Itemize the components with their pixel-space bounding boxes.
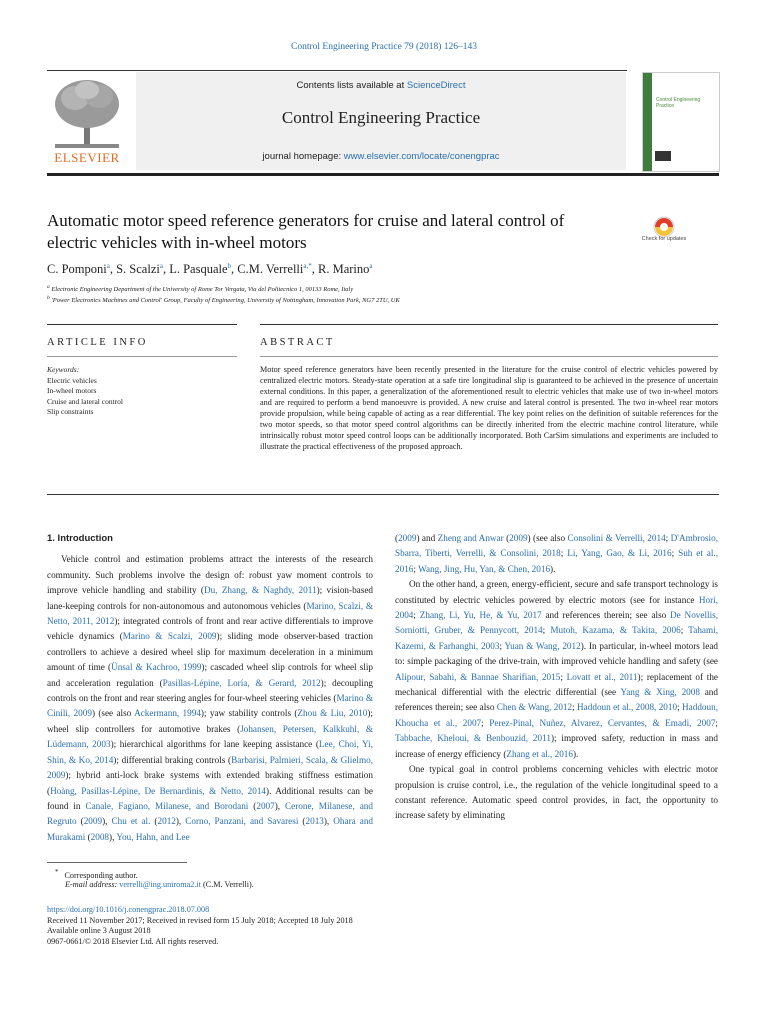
body-text: ; bbox=[715, 717, 718, 728]
intro-paragraph-2 bbox=[395, 577, 718, 762]
body-text: ); yaw stability controls ( bbox=[200, 708, 298, 719]
author-list: C. Pomponi$^a$, S. Scalzi$^a$, L. Pasquale$^b$, C.M. Verrelli$^{a,*}$, R. Marino$^a$ bbox=[47, 262, 373, 277]
contents-line bbox=[136, 80, 626, 91]
citation-link[interactable]: 2013 bbox=[305, 816, 324, 827]
publisher-wordmark: ELSEVIER bbox=[54, 150, 120, 165]
section-heading-introduction: 1. Introduction bbox=[47, 533, 113, 544]
affiliation-text: 'Power Electronics Machines and Control' Group, Faculty of Engineering, University of Nottingham, Innovation Park, NG7 2TU, UK bbox=[51, 297, 400, 305]
body-text: ); decoupling controls on the front and rear steering angles for four-wheel steering vehicles ( bbox=[47, 677, 374, 704]
body-text: ), bbox=[274, 800, 286, 811]
body-text: ); hierarchical algorithms for lane keeping assistance ( bbox=[110, 739, 319, 750]
citation-link[interactable]: Zheng and Anwar bbox=[437, 533, 504, 543]
body-text: ), bbox=[102, 816, 112, 827]
body-text: ); hybrid anti-lock brake systems with extended braking stiffness estimation ( bbox=[47, 770, 373, 796]
author-name[interactable]: C.M. Verrelli bbox=[237, 262, 304, 277]
body-text: ); differential braking controls ( bbox=[113, 754, 232, 765]
author-affiliation-mark[interactable]: a bbox=[159, 262, 163, 270]
citation-link[interactable]: Ackermann, 1994 bbox=[134, 708, 201, 719]
author-name[interactable]: C. Pomponi bbox=[47, 262, 107, 277]
body-text: ), bbox=[323, 816, 334, 827]
citation-link[interactable]: Consolini & Verrelli, 2014 bbox=[567, 533, 666, 543]
journal-reference[interactable]: Control Engineering Practice 79 (2018) 126–143 bbox=[290, 42, 477, 52]
body-text: ; bbox=[481, 717, 490, 728]
paper-title: Automatic motor speed reference generators for cruise and lateral control of electric vehicles with in-wheel motors bbox=[47, 211, 565, 252]
elsevier-logo bbox=[47, 72, 127, 168]
left-column bbox=[47, 531, 373, 845]
body-text: ) and bbox=[416, 533, 438, 543]
body-text: ); sliding mode observer-based traction controllers to achieve a desired wheel slip for maximum deceleration in a minimum amount of time ( bbox=[47, 631, 373, 673]
citation-link[interactable]: 2008 bbox=[90, 831, 110, 842]
affiliation-mark: a bbox=[47, 284, 50, 290]
cover-badge bbox=[655, 151, 671, 161]
homepage-line bbox=[136, 151, 626, 162]
author-affiliation-mark[interactable]: a bbox=[106, 262, 110, 270]
citation-link[interactable]: Haddoun, Khoucha et al., 2007 bbox=[395, 702, 718, 728]
citation-link[interactable]: Du, Zhang, & Naghdy, 2011 bbox=[203, 585, 317, 596]
body-text: ( bbox=[248, 800, 257, 811]
email-note bbox=[65, 880, 254, 891]
footnote-rule bbox=[47, 862, 187, 863]
body-text: One typical goal in control problems concerning vehicles with electric motor propulsion is cruise control, i.e., the regulation of the vehicle longitudinal speed to a constant reference. Automatic speed control provides, in fact, the opportunity to increase safety by eliminating bbox=[395, 764, 718, 821]
citation-link[interactable]: Lovatt et al., 2011 bbox=[566, 671, 638, 682]
cover-title: Control Engineering Practice bbox=[656, 97, 701, 109]
citation-link[interactable]: Barbarisi, Palmieri, Scala, & Glielmo, 2009 bbox=[47, 754, 373, 781]
citation-link[interactable]: Lee, Choi, Yi, Shin, & Ko, 2014 bbox=[47, 739, 373, 765]
citation-link[interactable]: Ohara and Murakami bbox=[47, 816, 374, 842]
author-affiliation-mark[interactable]: a,* bbox=[303, 262, 312, 270]
publication-info bbox=[47, 905, 353, 947]
citation-link[interactable]: 2009 bbox=[398, 533, 417, 543]
body-text: ); replacement of the mechanical differential with the electric differential (see bbox=[395, 671, 718, 698]
citation-link[interactable]: Chu et al. bbox=[111, 816, 151, 827]
citation-link[interactable]: Alipour, Sabahi, & Bannae Sharifian, 2015 bbox=[395, 671, 561, 682]
intro-paragraph-1 bbox=[47, 552, 373, 845]
header-top-rule bbox=[47, 70, 627, 71]
contents-prefix: Contents lists available at bbox=[296, 80, 407, 91]
body-text: ; bbox=[665, 533, 671, 543]
body-text: ( bbox=[298, 816, 306, 827]
keyword[interactable]: Electric vehicles bbox=[47, 375, 97, 385]
citation-link[interactable]: Marino & Cinili, 2009 bbox=[47, 693, 373, 719]
affiliation bbox=[47, 284, 353, 293]
author-name[interactable]: S. Scalzi bbox=[116, 262, 160, 277]
body-text: ) (see also bbox=[527, 533, 568, 543]
body-text: ; bbox=[499, 640, 505, 651]
check-for-updates-badge[interactable] bbox=[646, 215, 682, 251]
body-text: ; bbox=[560, 548, 568, 559]
affiliation-mark: b bbox=[47, 295, 50, 301]
right-column bbox=[395, 531, 718, 824]
citation-link[interactable]: Johansen, Petersen, Kalkkuhl, & Lüdemann, 2003 bbox=[47, 723, 373, 750]
affiliation bbox=[47, 295, 400, 304]
body-text: ); improved safety, reduction in mass and increase of energy efficiency ( bbox=[395, 733, 718, 759]
homepage-prefix: journal homepage: bbox=[262, 151, 344, 162]
body-text: ) (see also bbox=[91, 708, 135, 719]
body-text: ( bbox=[503, 533, 510, 543]
journal-cover-image bbox=[642, 72, 720, 172]
body-text: ), bbox=[109, 831, 117, 842]
corresponding-text: Corresponding author. bbox=[64, 870, 138, 880]
intro-paragraph-3 bbox=[395, 762, 718, 824]
citation-link[interactable]: Canale, Fagiano, Milanese, and Borodani bbox=[85, 800, 249, 811]
copyright: 0967-0661/© 2018 Elsevier Ltd. All rights reserved. bbox=[47, 936, 219, 946]
citation-link[interactable]: 2009 bbox=[83, 816, 103, 827]
author-name[interactable]: R. Marino bbox=[318, 262, 370, 277]
citation-link[interactable]: Suh et al., 2016 bbox=[395, 548, 719, 574]
body-text: ( bbox=[85, 831, 91, 842]
abstract-bottom-rule bbox=[47, 494, 719, 495]
affiliation-text: Electronic Engineering Department of the University of Rome Tor Vergata, Via del Politecnico 1, 00133 Rome, Italy bbox=[51, 286, 354, 294]
citation-link[interactable]: 2012 bbox=[157, 816, 176, 827]
body-text: ; bbox=[677, 702, 683, 713]
citation-link[interactable]: Zhang, Li, Yu, He, & Yu, 2017 bbox=[419, 610, 542, 621]
citation-link[interactable]: Yuan & Wang, 2012 bbox=[504, 640, 581, 651]
body-text: and references therein; see also bbox=[395, 687, 718, 713]
email-label: E-mail address: bbox=[65, 880, 120, 889]
citation-link[interactable]: Wang, Jing, Hu, Yan, & Chen, 2016 bbox=[418, 563, 551, 574]
body-text: ; bbox=[413, 563, 419, 574]
body-text: ). In particular, in-wheel motors lead to: simple packaging of the drive-train, with improved vehicle handling and safety (see bbox=[395, 640, 718, 667]
body-text: ); vision-based lane-keeping controls for non-autonomous and autonomous vehicles ( bbox=[47, 585, 373, 611]
body-text: Vehicle control and estimation problems attract the interests of the research community. Such problems involve the design of: robust yaw moment controls to improve vehicle handling and stability ( bbox=[47, 554, 373, 596]
body-text: ; bbox=[560, 671, 567, 682]
body-text: and references therein; see also bbox=[541, 610, 671, 621]
citation-link[interactable]: Chen & Wang, 2012 bbox=[496, 702, 573, 713]
article-info-mid-rule bbox=[47, 356, 237, 357]
citation-link[interactable]: Hoàng, Pasillas-Lépine, De Bernardinis, & Netto, 2014 bbox=[50, 785, 267, 796]
citation-link[interactable]: De Novellis, Sorniotti, Gruber, & Pennycott, 2014 bbox=[395, 610, 718, 636]
body-text: ; bbox=[680, 625, 689, 636]
article-info-heading: ARTICLE INFO bbox=[47, 337, 148, 348]
body-text: ( bbox=[150, 816, 158, 827]
author-name[interactable]: L. Pasquale bbox=[169, 262, 228, 277]
corresponding-mark: * bbox=[55, 869, 59, 876]
citation-link[interactable]: Tabbache, Kheloui, & Benbouzid, 2011 bbox=[395, 733, 551, 744]
citation-link[interactable]: Perez-Pinal, Nuñez, Alvarez, Cervantes, & Emadi, 2007 bbox=[489, 717, 716, 728]
body-text: ), bbox=[175, 816, 186, 827]
intro-paragraph-1-continued bbox=[395, 531, 718, 577]
sciencedirect-link[interactable]: ScienceDirect bbox=[406, 80, 466, 91]
check-for-updates-label: Check for updates bbox=[641, 236, 687, 242]
citation-link[interactable]: D'Ambrosio, Sbarra, Tiberti, Verrelli, & Consolini, 2018 bbox=[395, 533, 718, 559]
email-suffix: (C.M. Verrelli). bbox=[200, 880, 254, 889]
keywords-block bbox=[47, 365, 123, 418]
citation-link[interactable]: Ünsal & Kachroo, 1999 bbox=[111, 662, 202, 673]
body-text: ( bbox=[395, 533, 399, 543]
body-text: On the other hand, a green, energy-efficient, secure and safe transport technology is constituted by electric vehicles powered by electric motors (see for instance bbox=[395, 579, 718, 605]
author-affiliation-mark[interactable]: b bbox=[227, 262, 232, 270]
citation-link[interactable]: Zhou & Liu, 2010 bbox=[297, 708, 368, 719]
keyword[interactable]: Cruise and lateral control bbox=[47, 396, 124, 406]
body-text: ); integrated controls of front and rear active differentials to improve vehicle dynamics ( bbox=[47, 616, 373, 642]
citation-link[interactable]: 2009 bbox=[509, 533, 528, 543]
keyword[interactable]: Slip constraints bbox=[47, 407, 94, 416]
abstract-text: Motor speed reference generators have been recently presented in the literature for the cruise control of electric vehicles powered by centralized electric motors. Steady-state operation at a safe tire longitudinal slip is guaranteed to be achieved in the presence of uncertain external conditions. In this paper, a generalization of the aforementioned result to electric vehicles that make use of two in-wheel motors and are required to perform a bend manoeuvre is provided. A new cruise and lateral control is presented. The two in-wheel rear motors provide propulsion, while being capable of acting as a rear differential. The key point relies on the definition of suitable references for the two motor speeds, so that motor speed control algorithms can be directly inherited from the electric machine control literature, while intrinsically robust motor speed control loops can be additionally incorporated. Both CarSim simulations and experiments are included to illustrate the practical effectiveness of the proposed approach. bbox=[260, 365, 718, 451]
available-online: Available online 3 August 2018 bbox=[47, 926, 151, 935]
citation-link[interactable]: Yang & Xing, 2008 bbox=[620, 687, 700, 698]
keyword[interactable]: In-wheel motors bbox=[47, 386, 97, 395]
body-text: ; bbox=[671, 548, 679, 559]
abstract-mid-rule bbox=[260, 356, 718, 357]
citation-link[interactable]: You, Hahn, and Lee bbox=[116, 831, 190, 842]
header-bottom-rule bbox=[47, 173, 719, 176]
journal-title: Control Engineering Practice bbox=[281, 108, 481, 127]
body-text: ( bbox=[76, 816, 84, 827]
citation-link[interactable]: Marino & Scalzi, 2009 bbox=[122, 631, 217, 642]
citation-link[interactable]: 2007 bbox=[256, 800, 275, 811]
citation-link[interactable]: Zhang et al., 2016 bbox=[506, 748, 573, 759]
citation-link[interactable]: Tahami, Kazemi, & Farhanghi, 2003 bbox=[395, 625, 718, 651]
homepage-link[interactable]: www.elsevier.com/locate/conengprac bbox=[343, 151, 500, 162]
citation-link[interactable]: Li, Yang, Gao, & Li, 2016 bbox=[567, 548, 672, 559]
citation-link[interactable]: Haddoun et al., 2008, 2010 bbox=[577, 702, 678, 713]
received-dates: Received 11 November 2017; Received in revised form 15 July 2018; Accepted 18 July 2018 bbox=[47, 915, 353, 925]
citation-link[interactable]: Corno, Panzani, and Savaresi bbox=[185, 816, 299, 827]
citation-link[interactable]: Cerone, Milanese, and Regruto bbox=[47, 800, 373, 827]
citation-link[interactable]: Pasillas-Lépine, Loría, & Gerard, 2012 bbox=[162, 677, 321, 688]
body-text: ). bbox=[550, 563, 556, 574]
body-text: ); cascaded wheel slip controls for wheel slip and acceleration regulation ( bbox=[47, 662, 373, 688]
body-text: ; bbox=[413, 610, 420, 621]
body-text: ). bbox=[572, 748, 579, 759]
keywords-label: Keywords: bbox=[47, 365, 80, 374]
cover-strip bbox=[643, 73, 652, 171]
doi-link[interactable]: https://doi.org/10.1016/j.conengprac.2018.07.008 bbox=[47, 905, 210, 914]
body-text: ). Additional results can be found in bbox=[47, 785, 373, 811]
author-affiliation-mark[interactable]: a bbox=[369, 262, 373, 270]
email-link[interactable]: verrelli@ing.uniroma2.it bbox=[119, 880, 201, 889]
citation-link[interactable]: Marino, Scalzi, & Netto, 2011, 2012 bbox=[47, 600, 373, 627]
abstract-top-rule bbox=[260, 324, 718, 325]
article-info-top-rule bbox=[47, 324, 237, 325]
body-text: ); wheel slip controllers for automotive brakes ( bbox=[47, 708, 373, 734]
abstract-heading: ABSTRACT bbox=[260, 337, 335, 348]
body-text: ; bbox=[542, 625, 551, 636]
citation-link[interactable]: Mutoh, Kazama, & Takita, 2006 bbox=[550, 625, 681, 636]
body-text: ; bbox=[572, 702, 578, 713]
citation-link[interactable]: Hori, 2004 bbox=[395, 594, 718, 621]
